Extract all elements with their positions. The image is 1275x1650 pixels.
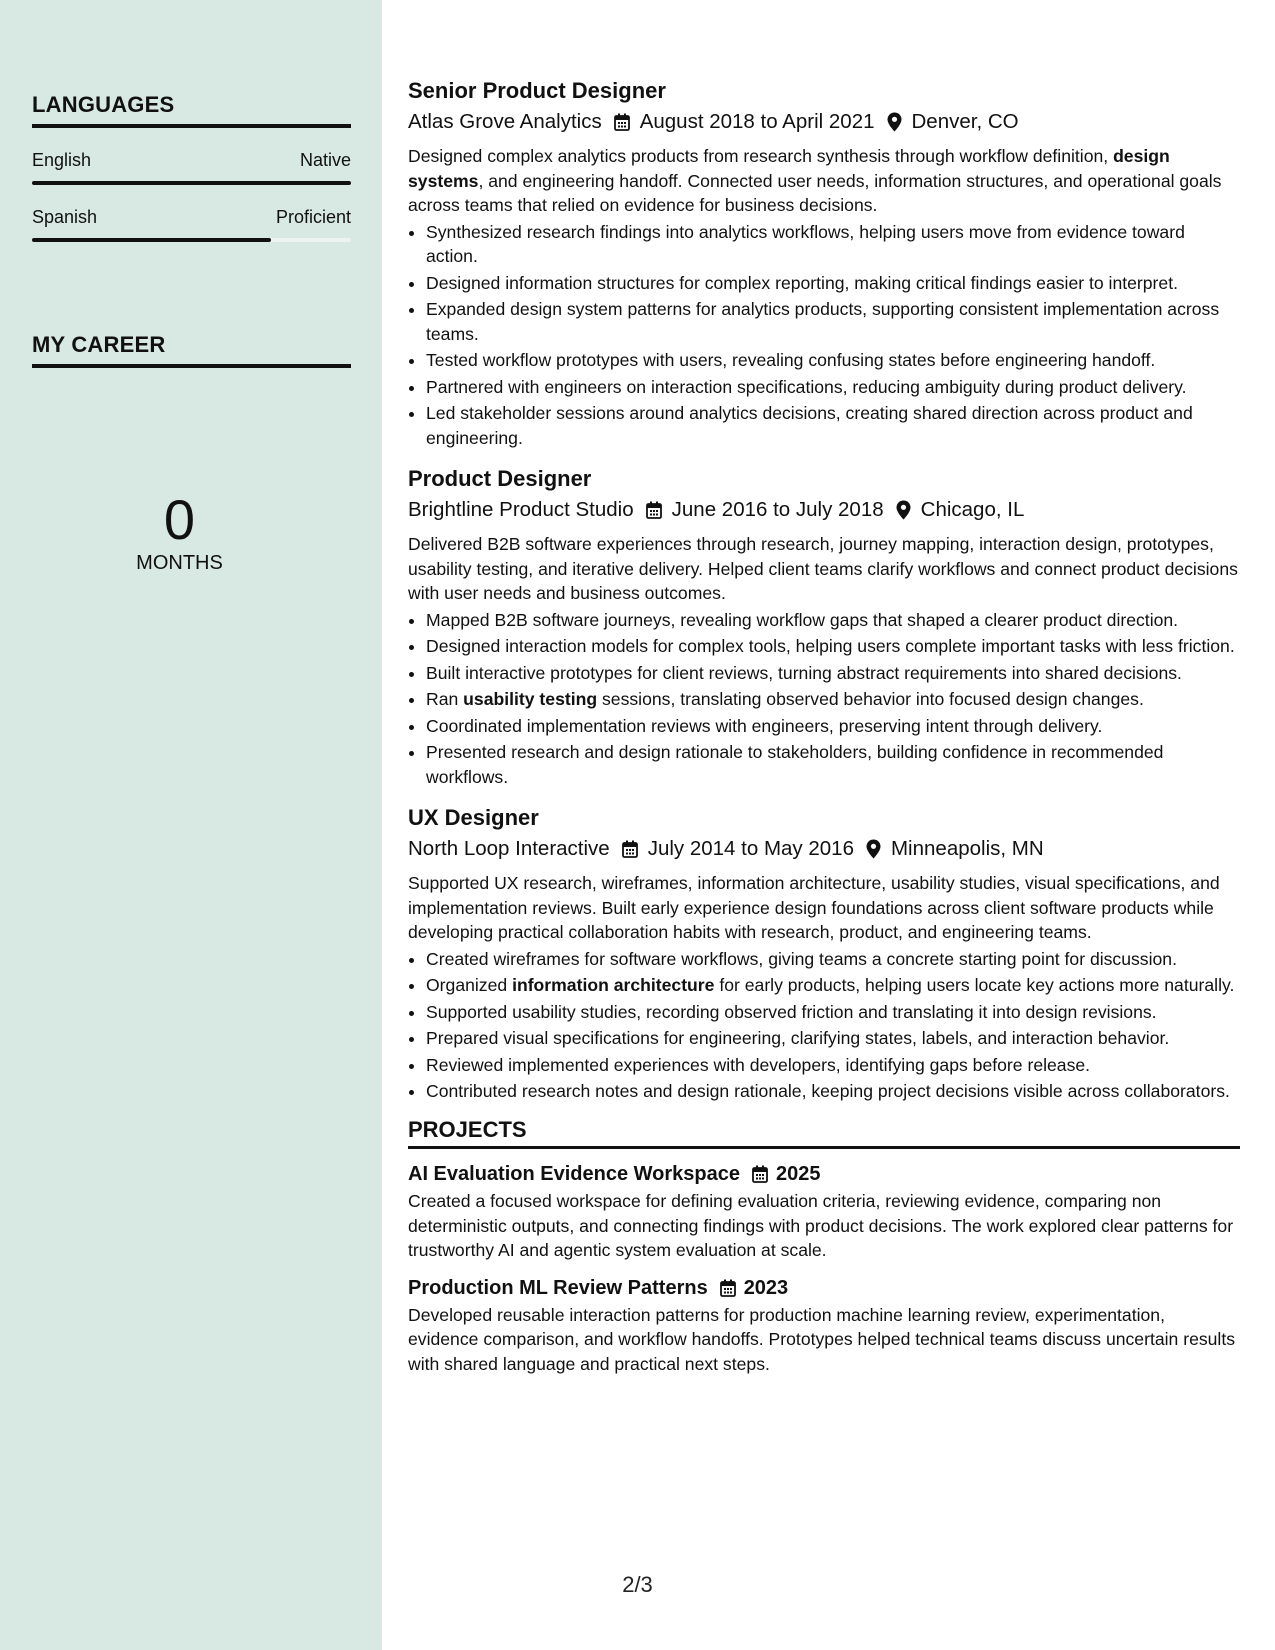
bullet-text: Built interactive prototypes for client reviews, turning abstract requirements into shared decisions. bbox=[426, 662, 1182, 683]
job-company: Atlas Grove Analytics bbox=[408, 110, 602, 133]
job-title: Product Designer bbox=[408, 466, 592, 491]
job-meta bbox=[408, 106, 1240, 138]
project-title: Production ML Review Patterns bbox=[408, 1276, 708, 1299]
career-section bbox=[32, 332, 351, 368]
bullet-item bbox=[426, 348, 1240, 373]
bullet-text: Supported usability studies, recording observed friction and translating it into design revisions. bbox=[426, 1001, 1157, 1022]
career-heading: MY CAREER bbox=[32, 332, 351, 368]
job-description bbox=[408, 532, 1240, 606]
bullet-text: Mapped B2B software journeys, revealing workflow gaps that shaped a clearer product direction. bbox=[426, 609, 1179, 630]
language-proficiency-fill bbox=[32, 238, 271, 242]
bullet-text: Partnered with engineers on interaction specifications, reducing ambiguity during product delivery. bbox=[426, 376, 1187, 397]
project-header bbox=[408, 1159, 1240, 1189]
job-description bbox=[408, 144, 1240, 218]
language-item bbox=[32, 150, 351, 185]
bullet-item bbox=[426, 271, 1240, 296]
bullet-text: Designed information structures for complex reporting, making critical findings easier to interpret. bbox=[426, 272, 1178, 293]
bullet-item bbox=[426, 1000, 1240, 1025]
bullet-item bbox=[426, 297, 1240, 346]
job-location: Denver, CO bbox=[911, 110, 1019, 133]
bullet-text: Synthesized research findings into analytics workflows, helping users move from evidence toward action. bbox=[426, 221, 1185, 266]
career-unit: MONTHS bbox=[136, 552, 223, 574]
language-proficiency-fill bbox=[32, 181, 351, 185]
calendar-icon bbox=[622, 840, 638, 858]
job-bullets bbox=[408, 220, 1240, 451]
bullet-item bbox=[426, 1079, 1240, 1104]
project-title: AI Evaluation Evidence Workspace bbox=[408, 1163, 740, 1185]
job-dates: August 2018 to April 2021 bbox=[639, 110, 875, 133]
project-year: 2023 bbox=[743, 1276, 789, 1299]
projects-list bbox=[408, 1159, 1240, 1376]
project-entry bbox=[408, 1159, 1240, 1263]
bullet-text: for early products, helping users locate key actions more naturally. bbox=[714, 975, 1235, 995]
bullet-text: Designed interaction models for complex tools, helping users complete important tasks with less friction. bbox=[426, 636, 1235, 656]
bullet-item bbox=[426, 375, 1240, 400]
calendar-icon bbox=[614, 113, 630, 131]
bullet-text: Tested workflow prototypes with users, revealing confusing states before engineering handoff. bbox=[426, 350, 1156, 370]
experience-list bbox=[408, 76, 1240, 1104]
bullet-item bbox=[426, 714, 1240, 739]
sidebar bbox=[0, 0, 382, 1650]
job-description-text: Designed complex analytics products from research synthesis through workflow definition, bbox=[408, 146, 1114, 166]
page-number: 2/3 bbox=[622, 1572, 653, 1597]
job-bullets bbox=[408, 947, 1240, 1104]
bullet-item bbox=[426, 634, 1240, 659]
bullet-text: Reviewed implemented experiences with developers, identifying gaps before release. bbox=[426, 1054, 1091, 1075]
career-value: 0 bbox=[163, 488, 196, 551]
language-name: English bbox=[32, 150, 92, 170]
language-item bbox=[32, 207, 351, 242]
job-meta bbox=[408, 494, 1240, 526]
bullet-text: Ran bbox=[426, 689, 464, 709]
job-company: Brightline Product Studio bbox=[408, 498, 634, 521]
bullet-text: sessions, translating observed behavior into focused design changes. bbox=[597, 689, 1144, 709]
project-header bbox=[408, 1273, 1240, 1303]
bullet-item bbox=[426, 401, 1240, 450]
bullet-item bbox=[426, 1026, 1240, 1051]
career-counter bbox=[0, 490, 359, 575]
bullet-item bbox=[426, 1053, 1240, 1078]
job-dates: June 2016 to July 2018 bbox=[671, 498, 884, 521]
bullet-item bbox=[426, 608, 1240, 633]
job-location: Chicago, IL bbox=[920, 498, 1025, 521]
bullet-keyword: information architecture bbox=[512, 975, 715, 995]
bullet-text: Created wireframes for software workflows, giving teams a concrete starting point for discussion. bbox=[426, 948, 1177, 969]
job-company: North Loop Interactive bbox=[408, 837, 610, 860]
job-title: Senior Product Designer bbox=[408, 78, 666, 103]
job-entry bbox=[408, 76, 1240, 450]
bullet-text: Expanded design system patterns for analytics products, supporting consistent implementation across teams. bbox=[426, 299, 1220, 344]
bullet-text: Contributed research notes and design rationale, keeping project decisions visible across collaborators. bbox=[426, 1081, 1230, 1101]
language-level: Native bbox=[299, 150, 351, 170]
job-entry bbox=[408, 803, 1240, 1104]
languages-heading: LANGUAGES bbox=[32, 92, 351, 128]
project-entry bbox=[408, 1273, 1240, 1377]
bullet-text: Coordinated implementation reviews with engineers, preserving intent through delivery. bbox=[426, 715, 1103, 736]
job-description-keyword: design systems bbox=[408, 146, 1170, 191]
project-year: 2025 bbox=[775, 1163, 821, 1185]
main-content bbox=[408, 76, 1240, 1376]
bullet-text: Presented research and design rationale to stakeholders, building confidence in recommended workflows. bbox=[426, 742, 1164, 787]
job-dates: July 2014 to May 2016 bbox=[647, 837, 854, 860]
language-proficiency-bar bbox=[32, 181, 351, 185]
project-description: Developed reusable interaction patterns for production machine learning review, experimentation, evidence comparison, and workflow handoffs. Prototypes helped technical teams discuss uncertain results with shared language and practical next steps. bbox=[408, 1304, 1236, 1374]
map-pin-icon bbox=[866, 839, 881, 859]
job-entry bbox=[408, 464, 1240, 789]
languages-section bbox=[32, 92, 351, 242]
bullet-keyword: usability testing bbox=[463, 689, 598, 709]
job-description-text: Supported UX research, wireframes, information architecture, usability studies, visual specifications, and implementation reviews. Built early experience design foundations across client software products while developing practical collaboration habits with research, product, and engineering teams. bbox=[408, 873, 1220, 942]
bullet-item bbox=[426, 661, 1240, 686]
bullet-item bbox=[426, 973, 1240, 998]
calendar-icon bbox=[752, 1165, 768, 1183]
map-pin-icon bbox=[896, 500, 911, 520]
bullet-text: Prepared visual specifications for engineering, clarifying states, labels, and interaction behavior. bbox=[426, 1028, 1170, 1048]
calendar-icon bbox=[646, 501, 662, 519]
bullet-item bbox=[426, 687, 1240, 712]
map-pin-icon bbox=[887, 112, 902, 132]
language-name: Spanish bbox=[32, 207, 98, 227]
job-description bbox=[408, 871, 1240, 945]
language-row bbox=[32, 150, 351, 171]
bullet-text: Organized bbox=[426, 975, 513, 995]
language-row bbox=[32, 207, 351, 228]
projects-heading: PROJECTS bbox=[408, 1118, 1240, 1150]
job-title: UX Designer bbox=[408, 805, 539, 830]
project-description: Created a focused workspace for defining evaluation criteria, reviewing evidence, comparing non deterministic outputs, and connecting findings with product decisions. The work explored clear patterns for trustworthy AI and agentic system evaluation at scale. bbox=[408, 1191, 1234, 1260]
bullet-item bbox=[426, 740, 1240, 789]
job-location: Minneapolis, MN bbox=[890, 837, 1044, 860]
job-bullets bbox=[408, 608, 1240, 790]
job-description-text: , and engineering handoff. Connected user needs, information structures, and operational goals across teams that relied on evidence for business decisions. bbox=[408, 170, 1222, 215]
job-meta bbox=[408, 833, 1240, 865]
bullet-item bbox=[426, 220, 1240, 269]
job-description-text: Delivered B2B software experiences through research, journey mapping, interaction design, prototypes, usability testing, and iterative delivery. Helped client teams clarify workflows and connect product decisions with user needs and business outcomes. bbox=[408, 534, 1238, 603]
bullet-text: Led stakeholder sessions around analytics decisions, creating shared direction across product and engineering. bbox=[426, 403, 1193, 448]
calendar-icon bbox=[720, 1279, 736, 1297]
bullet-item bbox=[426, 947, 1240, 972]
language-proficiency-bar bbox=[32, 238, 351, 242]
language-level: Proficient bbox=[275, 207, 351, 227]
